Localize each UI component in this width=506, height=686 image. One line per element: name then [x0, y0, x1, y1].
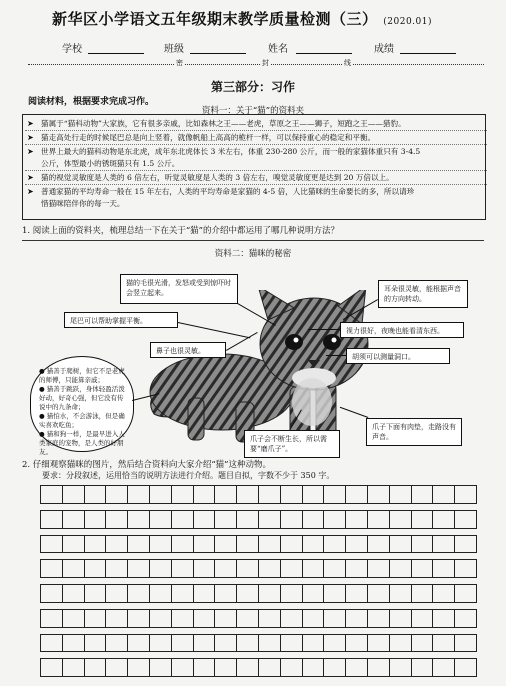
- question2: 2. 仔细观察猫咪的图片，然后结合资料向大家介绍“猫”这种动物。: [22, 460, 272, 470]
- writing-cell[interactable]: [105, 634, 128, 653]
- writing-cell[interactable]: [454, 559, 477, 578]
- writing-cell[interactable]: [280, 559, 303, 578]
- writing-cell[interactable]: [302, 559, 325, 578]
- writing-cell[interactable]: [411, 559, 434, 578]
- material1-item: [27, 146, 481, 158]
- question2-requirement: 要求：分段叙述，运用恰当的说明方法进行介绍。题目自拟，字数不少于 350 字。: [42, 471, 335, 480]
- writing-cell[interactable]: [171, 634, 194, 653]
- writing-cell[interactable]: [432, 584, 455, 603]
- writing-cell[interactable]: [258, 535, 281, 554]
- writing-cell[interactable]: [258, 584, 281, 603]
- writing-cell[interactable]: [127, 535, 150, 554]
- writing-cell[interactable]: [280, 485, 303, 504]
- writing-cell[interactable]: [454, 485, 477, 504]
- writing-cell[interactable]: [193, 535, 216, 554]
- writing-cell[interactable]: [258, 510, 281, 529]
- exam-title: [52, 8, 432, 29]
- writing-cell[interactable]: [236, 535, 259, 554]
- writing-cell[interactable]: [236, 485, 259, 504]
- writing-cell[interactable]: [62, 559, 85, 578]
- writing-cell[interactable]: [105, 485, 128, 504]
- writing-cell[interactable]: [236, 609, 259, 628]
- writing-cell[interactable]: [345, 658, 368, 677]
- class-label: 班级: [164, 44, 184, 55]
- writing-cell[interactable]: [367, 609, 390, 628]
- writing-cell[interactable]: [258, 658, 281, 677]
- writing-cell[interactable]: [432, 658, 455, 677]
- writing-cell[interactable]: [214, 609, 237, 628]
- writing-cell[interactable]: [302, 634, 325, 653]
- leader-line: [326, 355, 346, 356]
- material1-item-text: 普通家猫的平均寿命一般在 15 年左右，人类的平均寿命是家猫的 4-5 倍，人比猫咪的生命要长的多，所以请珍: [41, 187, 415, 196]
- writing-cell[interactable]: [367, 559, 390, 578]
- writing-cell[interactable]: [84, 535, 107, 554]
- material1-item-text: 惜猫咪陪伴你的每一天。: [41, 199, 125, 208]
- writing-cell[interactable]: [280, 535, 303, 554]
- writing-cell[interactable]: [62, 634, 85, 653]
- writing-cell[interactable]: [389, 658, 412, 677]
- writing-cell[interactable]: [105, 510, 128, 529]
- arrow-icon: ➤: [27, 173, 34, 182]
- arrow-icon: ➤: [27, 147, 34, 156]
- writing-cell[interactable]: [432, 510, 455, 529]
- writing-cell[interactable]: [280, 634, 303, 653]
- callout-nose: 鼻子也很灵敏。: [150, 342, 226, 358]
- writing-cell[interactable]: [258, 609, 281, 628]
- writing-cell[interactable]: [454, 584, 477, 603]
- writing-cell[interactable]: [454, 609, 477, 628]
- writing-cell[interactable]: [432, 609, 455, 628]
- writing-cell[interactable]: [323, 535, 346, 554]
- writing-cell[interactable]: [127, 634, 150, 653]
- callout-whiskers: 胡须可以测量洞口。: [346, 348, 450, 364]
- writing-cell[interactable]: [302, 584, 325, 603]
- writing-cell[interactable]: [345, 609, 368, 628]
- part-title: 第三部分：习作: [210, 80, 295, 94]
- material1-title: 资料一：关于“猫”的资料夹: [201, 106, 305, 116]
- arrow-icon: ➤: [27, 187, 34, 196]
- writing-cell[interactable]: [280, 658, 303, 677]
- writing-cell[interactable]: [105, 658, 128, 677]
- writing-cell[interactable]: [149, 535, 172, 554]
- cat-fact: ● 猫怕水，不会游泳，但是确实喜欢吃鱼；: [39, 412, 125, 429]
- writing-cell[interactable]: [411, 584, 434, 603]
- instruction: 阅读材料，根据要求完成习作。: [28, 97, 155, 107]
- writing-cell[interactable]: [323, 634, 346, 653]
- writing-cell[interactable]: [171, 658, 194, 677]
- writing-cell[interactable]: [323, 485, 346, 504]
- writing-cell[interactable]: [127, 485, 150, 504]
- writing-cell[interactable]: [193, 658, 216, 677]
- seal-mark-feng: 封: [262, 59, 269, 67]
- school-field[interactable]: [88, 53, 144, 54]
- writing-cell[interactable]: [389, 535, 412, 554]
- material1-item-text: 公斤，体型最小的锈斑猫只有 1.5 公斤。: [41, 159, 180, 168]
- writing-cell[interactable]: [171, 535, 194, 554]
- material1-item-text: 猫走高处行走的时候尾巴总是向上竖着，就像帆船上高高的桅杆一样，可以保持重心的稳定和平衡。: [41, 133, 376, 142]
- name-field[interactable]: [296, 53, 352, 54]
- writing-cell[interactable]: [323, 510, 346, 529]
- writing-cell[interactable]: [367, 485, 390, 504]
- writing-cell[interactable]: [214, 510, 237, 529]
- writing-cell[interactable]: [84, 658, 107, 677]
- writing-cell[interactable]: [127, 559, 150, 578]
- writing-cell[interactable]: [149, 658, 172, 677]
- material1-item-continued: [41, 198, 481, 210]
- writing-cell[interactable]: [171, 584, 194, 603]
- writing-cell[interactable]: [127, 584, 150, 603]
- material1-item-continued: [41, 158, 481, 170]
- cat-fact: ● 猫善于爬树，但它不是老虎的师傅，只能算亲戚；: [39, 367, 125, 384]
- writing-cell[interactable]: [389, 485, 412, 504]
- question1-answer-line[interactable]: [22, 240, 484, 241]
- school-label: 学校: [62, 44, 82, 55]
- material2-title: 资料二：猫咪的秘密: [214, 249, 292, 259]
- writing-cell[interactable]: [236, 559, 259, 578]
- writing-cell[interactable]: [171, 485, 194, 504]
- writing-cell[interactable]: [62, 658, 85, 677]
- writing-cell[interactable]: [389, 634, 412, 653]
- writing-cell[interactable]: [40, 485, 63, 504]
- writing-cell[interactable]: [193, 485, 216, 504]
- writing-cell[interactable]: [454, 658, 477, 677]
- writing-cell[interactable]: [149, 485, 172, 504]
- arrow-icon: ➤: [27, 133, 34, 142]
- writing-cell[interactable]: [432, 535, 455, 554]
- writing-cell[interactable]: [389, 559, 412, 578]
- score-label: 成绩: [374, 44, 394, 55]
- seal-mark-xian: 线: [344, 59, 351, 67]
- callout-paws: 爪子下面有肉垫，走路没有声音。: [366, 418, 462, 446]
- material1-item: [27, 186, 481, 198]
- writing-cell[interactable]: [40, 559, 63, 578]
- writing-cell[interactable]: [40, 609, 63, 628]
- callout-ears: 耳朵很灵敏，能根据声音的方向转动。: [378, 280, 468, 308]
- writing-cell[interactable]: [193, 559, 216, 578]
- kitten-image: [140, 290, 400, 450]
- writing-cell[interactable]: [389, 510, 412, 529]
- writing-cell[interactable]: [236, 658, 259, 677]
- writing-cell[interactable]: [258, 559, 281, 578]
- callout-fur: 猫的毛很光滑，发怒或受到惊吓时会竖立起来。: [120, 274, 238, 304]
- writing-cell[interactable]: [454, 510, 477, 529]
- writing-cell[interactable]: [258, 634, 281, 653]
- writing-cell[interactable]: [214, 658, 237, 677]
- material1-box: [22, 114, 486, 220]
- writing-cell[interactable]: [345, 559, 368, 578]
- writing-cell[interactable]: [280, 584, 303, 603]
- writing-cell[interactable]: [105, 559, 128, 578]
- writing-cell[interactable]: [84, 609, 107, 628]
- writing-cell[interactable]: [345, 584, 368, 603]
- writing-cell[interactable]: [367, 634, 390, 653]
- callout-tail: 尾巴可以帮助掌握平衡。: [64, 312, 178, 328]
- material1-item-text: 世界上最大的猫科动物是东北虎，成年东北虎体长 3 米左右，体重 230-280 公斤，而一般的家猫体重只有 3-4.5: [41, 147, 421, 156]
- writing-cell[interactable]: [367, 584, 390, 603]
- material1-item: [27, 132, 481, 144]
- writing-cell[interactable]: [345, 510, 368, 529]
- callout-claws: 爪子会不断生长，所以需要“磨爪子”。: [244, 430, 340, 458]
- cat-fact: ● 猫善于跳跃，身体轻盈活泼好动，好奇心强，但它没有传说中的九条命；: [39, 385, 125, 411]
- writing-cell[interactable]: [84, 510, 107, 529]
- writing-cell[interactable]: [84, 634, 107, 653]
- material1-item-text: 猫属于“猫科动物”大家族，它有很多亲戚，比如森林之王——老虎，草原之王——狮子，短跑之王——猎豹。: [41, 119, 406, 128]
- writing-cell[interactable]: [127, 658, 150, 677]
- writing-grid[interactable]: [40, 482, 476, 680]
- writing-cell[interactable]: [193, 510, 216, 529]
- writing-cell[interactable]: [236, 510, 259, 529]
- writing-cell[interactable]: [236, 584, 259, 603]
- exam-date: (2020.01): [383, 17, 432, 27]
- writing-cell[interactable]: [323, 609, 346, 628]
- writing-cell[interactable]: [149, 510, 172, 529]
- writing-cell[interactable]: [411, 658, 434, 677]
- material1-item: [27, 118, 481, 130]
- callout-eyes: 视力很好，夜晚也能看清东西。: [340, 322, 464, 338]
- leader-line: [308, 329, 340, 330]
- writing-cell[interactable]: [432, 485, 455, 504]
- writing-cell[interactable]: [432, 559, 455, 578]
- exam-title-text: 新华区小学语文五年级期末教学质量检测（三）: [52, 10, 378, 28]
- writing-cell[interactable]: [84, 559, 107, 578]
- writing-cell[interactable]: [214, 535, 237, 554]
- writing-cell[interactable]: [171, 609, 194, 628]
- writing-cell[interactable]: [105, 609, 128, 628]
- writing-cell[interactable]: [127, 609, 150, 628]
- question1: 1. 阅读上面的资料夹，梳理总结一下在关于“猫”的介绍中都运用了哪几种说明方法？: [22, 226, 340, 236]
- writing-cell[interactable]: [280, 609, 303, 628]
- writing-cell[interactable]: [454, 634, 477, 653]
- writing-cell[interactable]: [302, 485, 325, 504]
- arrow-icon: ➤: [27, 119, 34, 128]
- writing-cell[interactable]: [40, 535, 63, 554]
- writing-cell[interactable]: [171, 510, 194, 529]
- writing-cell[interactable]: [214, 584, 237, 603]
- material1-item: [27, 172, 481, 184]
- writing-cell[interactable]: [389, 584, 412, 603]
- writing-cell[interactable]: [280, 510, 303, 529]
- writing-cell[interactable]: [389, 609, 412, 628]
- score-field[interactable]: [400, 53, 456, 54]
- material1-item-text: 猫的视觉灵敏度是人类的 6 倍左右，听觉灵敏度是人类的 3 倍左右，嗅觉灵敏度更是达到 20 万倍以上。: [41, 173, 394, 182]
- writing-cell[interactable]: [40, 584, 63, 603]
- writing-cell[interactable]: [302, 510, 325, 529]
- writing-cell[interactable]: [84, 584, 107, 603]
- cat-facts-bubble: [30, 356, 134, 456]
- writing-cell[interactable]: [62, 510, 85, 529]
- writing-cell[interactable]: [149, 609, 172, 628]
- writing-cell[interactable]: [345, 485, 368, 504]
- writing-cell[interactable]: [193, 584, 216, 603]
- writing-cell[interactable]: [62, 535, 85, 554]
- writing-cell[interactable]: [84, 485, 107, 504]
- writing-cell[interactable]: [454, 535, 477, 554]
- writing-cell[interactable]: [40, 510, 63, 529]
- writing-cell[interactable]: [105, 584, 128, 603]
- writing-cell[interactable]: [302, 658, 325, 677]
- writing-cell[interactable]: [214, 485, 237, 504]
- class-field[interactable]: [190, 53, 246, 54]
- writing-cell[interactable]: [149, 559, 172, 578]
- writing-cell[interactable]: [367, 658, 390, 677]
- writing-cell[interactable]: [411, 634, 434, 653]
- writing-cell[interactable]: [411, 510, 434, 529]
- writing-cell[interactable]: [367, 535, 390, 554]
- writing-cell[interactable]: [171, 559, 194, 578]
- writing-cell[interactable]: [367, 510, 390, 529]
- writing-cell[interactable]: [149, 584, 172, 603]
- writing-cell[interactable]: [323, 658, 346, 677]
- cat-fact: ● 猫和狗一样，是最早进入人类家庭的宠物，是人类的好朋友。: [39, 430, 125, 456]
- seal-mark-mi: 密: [176, 59, 183, 67]
- writing-cell[interactable]: [258, 485, 281, 504]
- writing-cell[interactable]: [411, 535, 434, 554]
- writing-cell[interactable]: [432, 634, 455, 653]
- writing-cell[interactable]: [411, 485, 434, 504]
- writing-cell[interactable]: [411, 609, 434, 628]
- writing-cell[interactable]: [323, 584, 346, 603]
- writing-cell[interactable]: [149, 634, 172, 653]
- writing-cell[interactable]: [302, 609, 325, 628]
- writing-cell[interactable]: [236, 634, 259, 653]
- writing-cell[interactable]: [127, 510, 150, 529]
- writing-cell[interactable]: [193, 634, 216, 653]
- writing-cell[interactable]: [62, 485, 85, 504]
- writing-cell[interactable]: [40, 658, 63, 677]
- writing-cell[interactable]: [105, 535, 128, 554]
- writing-cell[interactable]: [62, 609, 85, 628]
- writing-cell[interactable]: [302, 535, 325, 554]
- writing-cell[interactable]: [214, 634, 237, 653]
- writing-cell[interactable]: [345, 634, 368, 653]
- seal-line: [28, 64, 484, 65]
- writing-cell[interactable]: [62, 584, 85, 603]
- writing-cell[interactable]: [40, 634, 63, 653]
- writing-cell[interactable]: [193, 609, 216, 628]
- writing-cell[interactable]: [214, 559, 237, 578]
- name-label: 姓名: [268, 44, 288, 55]
- writing-cell[interactable]: [345, 535, 368, 554]
- writing-cell[interactable]: [323, 559, 346, 578]
